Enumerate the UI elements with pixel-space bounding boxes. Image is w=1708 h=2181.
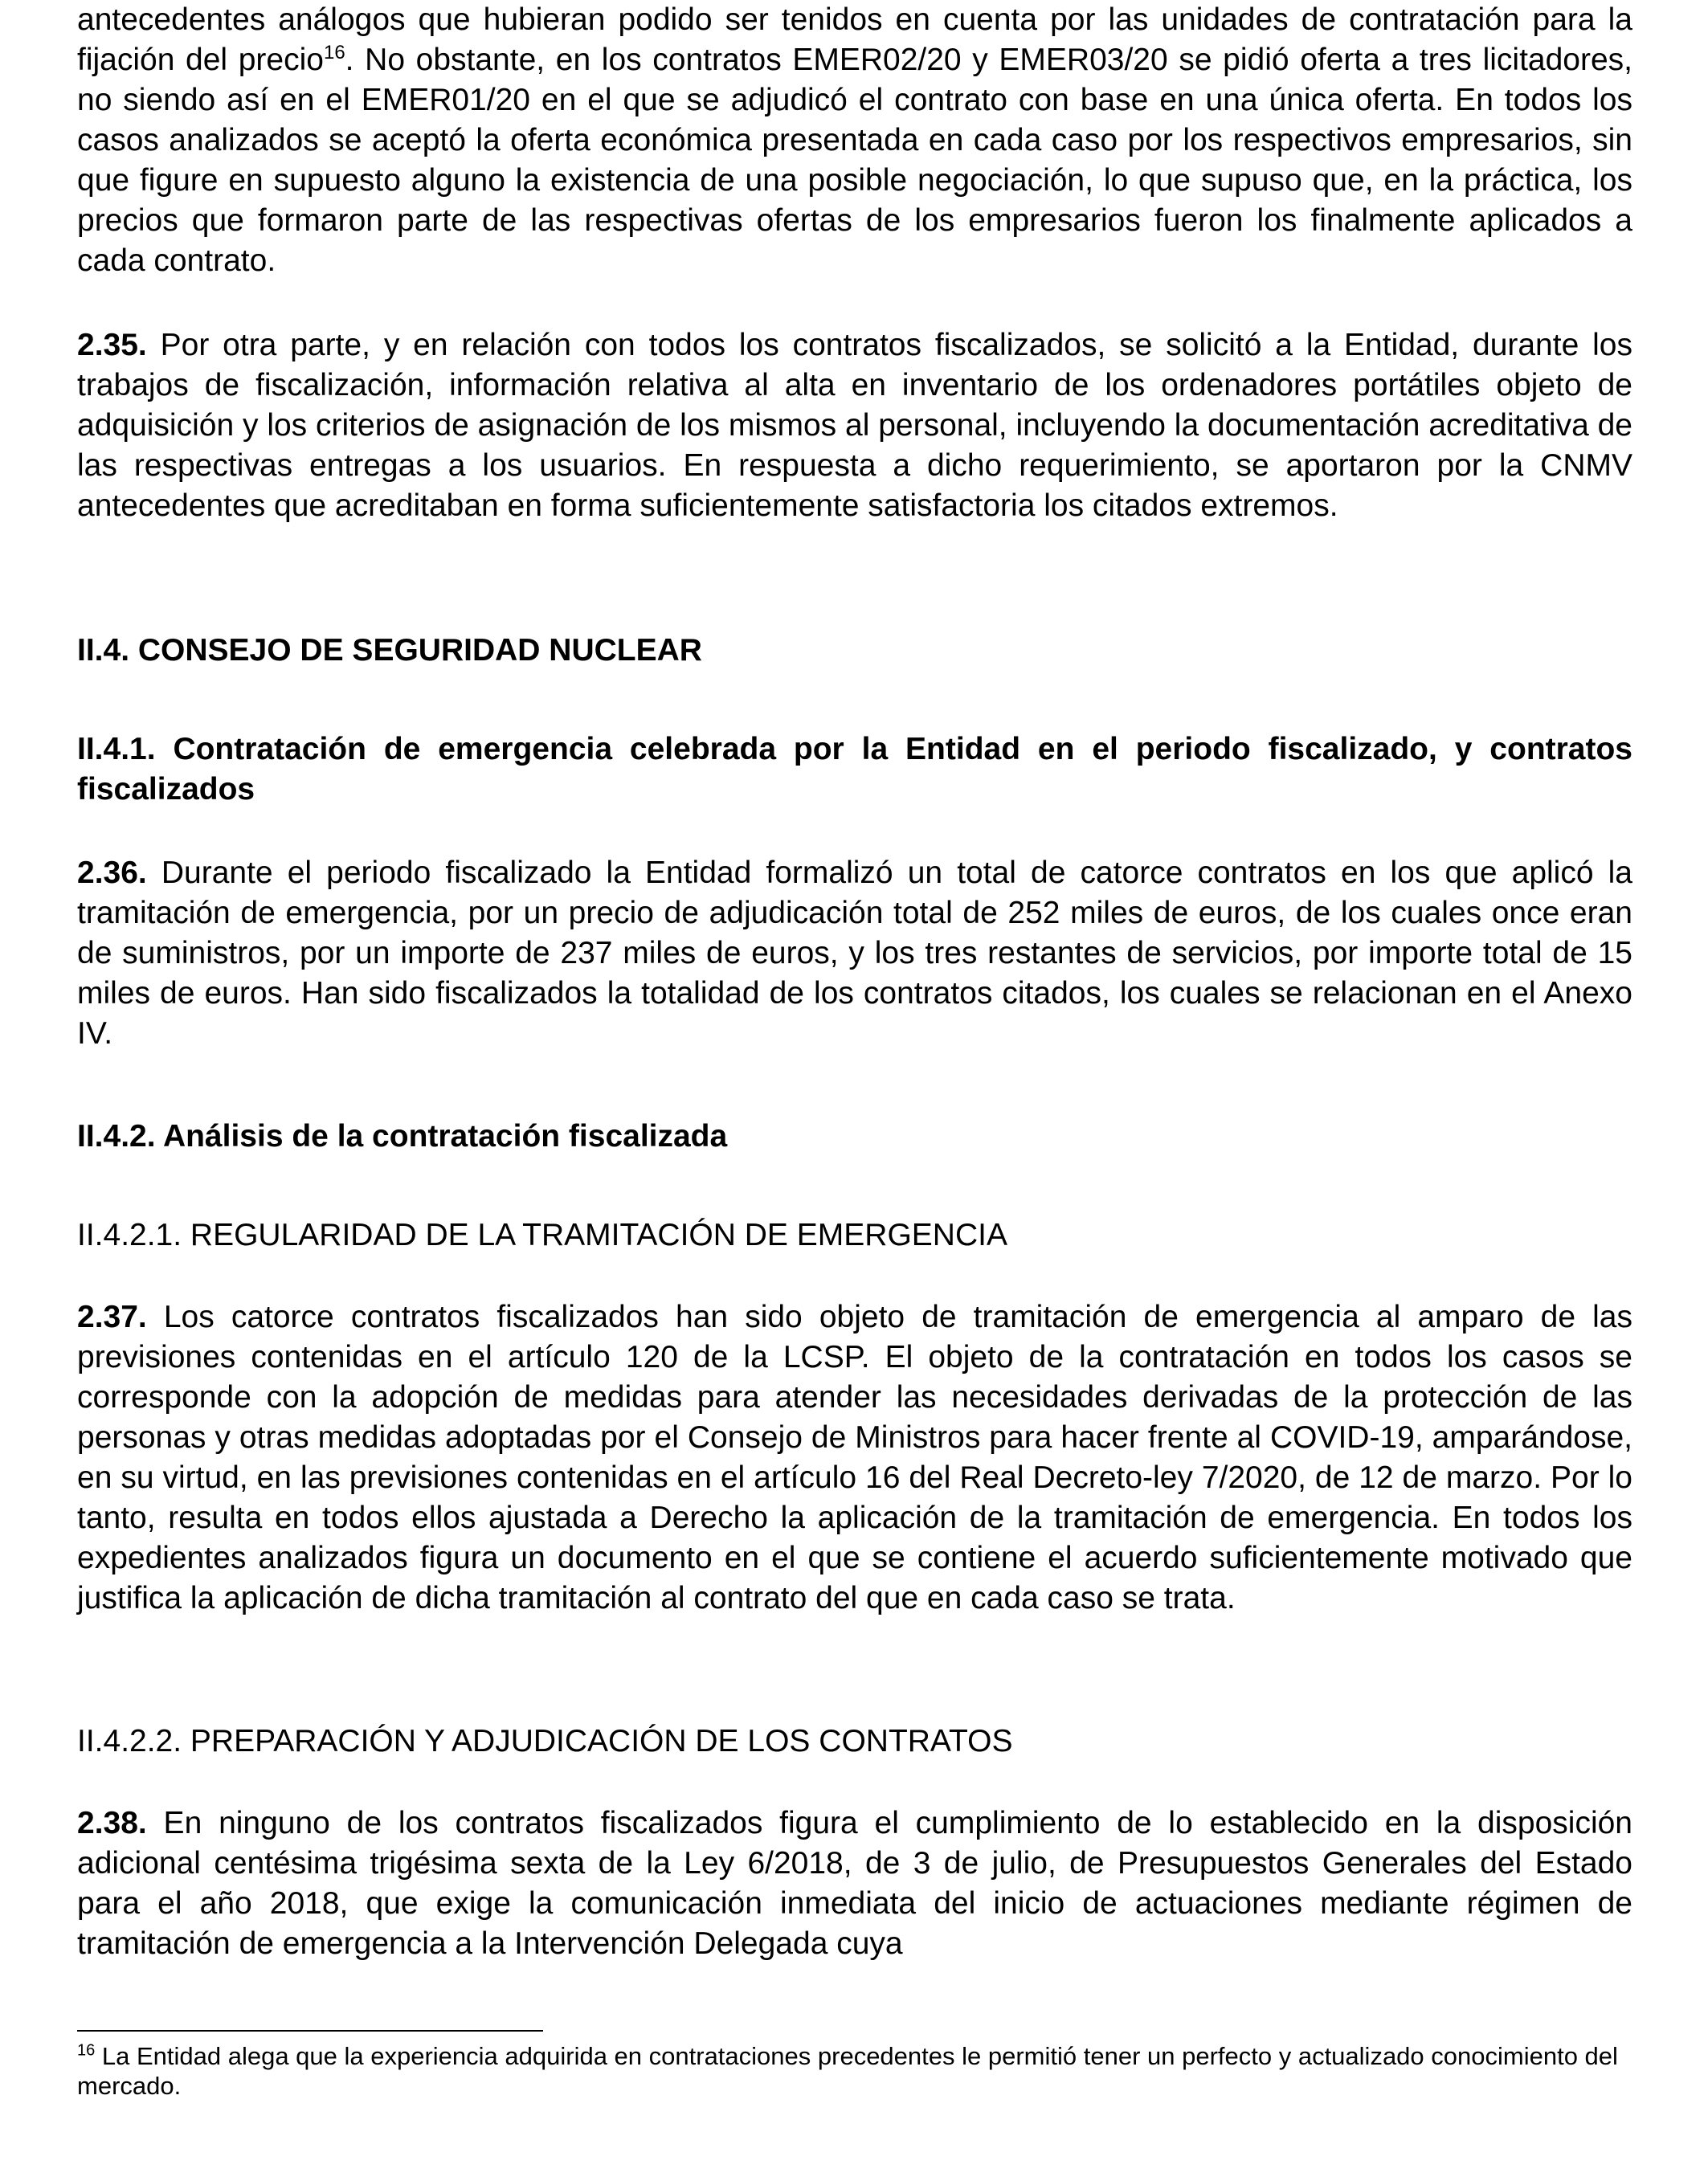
paragraph-2-36 <box>77 853 1632 1054</box>
footnote-mark: 16 <box>77 2041 96 2060</box>
footnote-text: La Entidad alega que la experiencia adquirida en contrataciones precedentes le permitió tener un perfecto y actualizado conocimiento del mercado. <box>77 2042 1618 2100</box>
paragraph-intro-text: antecedentes análogos que hubieran podido ser tenidos en cuenta por las unidades de contratación para la fijación del precio <box>77 2 1632 77</box>
footnote <box>77 2041 1632 2101</box>
paragraph-2-37 <box>77 1297 1632 1619</box>
paragraph-text: Durante el periodo fiscalizado la Entidad formalizó un total de catorce contratos en los que aplicó la tramitación de emergencia, por un precio de adjudicación total de 252 miles de euros, de los cuales once eran de suministros, por un importe de 237 miles de euros, y los tres restantes de servicios, por importe total de 15 miles de euros. Han sido fiscalizados la totalidad de los contratos citados, los cuales se relacionan en el Anexo IV. <box>77 856 1632 1051</box>
section-heading-II-4-2: II.4.2. Análisis de la contratación fiscalizada <box>77 1119 728 1154</box>
paragraph-text: Los catorce contratos fiscalizados han sido objeto de tramitación de emergencia al amparo de las previsiones contenidas en el artículo 120 de la LCSP. El objeto de la contratación en todos los casos se corresponde con la adopción de medidas para atender las necesidades derivadas de la protección de las personas y otras medidas adoptadas por el Consejo de Ministros para hacer frente al COVID-19, amparándose, en su virtud, en las previsiones contenidas en el artículo 16 del Real Decreto-ley 7/2020, de 12 de marzo. Por lo tanto, resulta en todos ellos ajustada a Derecho la aplicación de la tramitación de emergencia. En todos los expedientes analizados figura un documento en el que se contiene el acuerdo suficientemente motivado que justifica la aplicación de dicha tramitación al contrato del que en cada caso se trata. <box>77 1300 1632 1615</box>
paragraph-number: 2.38. <box>77 1806 147 1840</box>
paragraph-number: 2.37. <box>77 1300 147 1334</box>
paragraph-text: Por otra parte, y en relación con todos los contratos fiscalizados, se solicitó a la Entidad, durante los trabajos de fiscalización, información relativa al alta en inventario de los ordenadores portátiles objeto de adquisición y los criterios de asignación de los mismos al personal, incluyendo la documentación acreditativa de las respectivas entregas a los usuarios. En respuesta a dicho requerimiento, se aportaron por la CNMV antecedentes que acreditaban en forma suficientemente satisfactoria los citados extremos. <box>77 328 1632 523</box>
paragraph-intro-text-continued: . No obstante, en los contratos EMER02/20 y EMER03/20 se pidió oferta a tres licitadores, no siendo así en el EMER01/20 en el que se adjudicó el contrato con base en una única oferta. En todos los casos analizados se aceptó la oferta económica presentada en cada caso por los respectivos empresarios, sin que figure en supuesto alguno la existencia de una posible negociación, lo que supuso que, en la práctica, los precios que formaron parte de las respectivas ofertas de los empresarios fueron los finalmente aplicados a cada contrato. <box>77 43 1632 278</box>
footnote-reference[interactable]: 16 <box>323 42 345 63</box>
section-heading-II-4: II.4. CONSEJO DE SEGURIDAD NUCLEAR <box>77 633 702 668</box>
section-heading-II-4-2-2: II.4.2.2. PREPARACIÓN Y ADJUDICACIÓN DE LOS CONTRATOS <box>77 1724 1013 1758</box>
paragraph-2-35 <box>77 325 1632 526</box>
section-heading-II-4-2-1: II.4.2.1. REGULARIDAD DE LA TRAMITACIÓN DE EMERGENCIA <box>77 1218 1007 1252</box>
paragraph-number: 2.36. <box>77 856 147 890</box>
paragraph-text: En ninguno de los contratos fiscalizados figura el cumplimiento de lo establecido en la disposición adicional centésima trigésima sexta de la Ley 6/2018, de 3 de julio, de Presupuestos Generales del Estado para el año 2018, que exige la comunicación inmediata del inicio de actuaciones mediante régimen de tramitación de emergencia a la Intervención Delegada cuya <box>77 1806 1632 1961</box>
paragraph-2-38 <box>77 1803 1632 1964</box>
paragraph-number: 2.35. <box>77 328 147 362</box>
paragraph-intro <box>77 0 1632 281</box>
section-heading-II-4-1: II.4.1. Contratación de emergencia celebrada por la Entidad en el periodo fiscalizado, y contratos fiscalizados <box>77 732 1632 807</box>
footnote-separator <box>77 2030 543 2032</box>
